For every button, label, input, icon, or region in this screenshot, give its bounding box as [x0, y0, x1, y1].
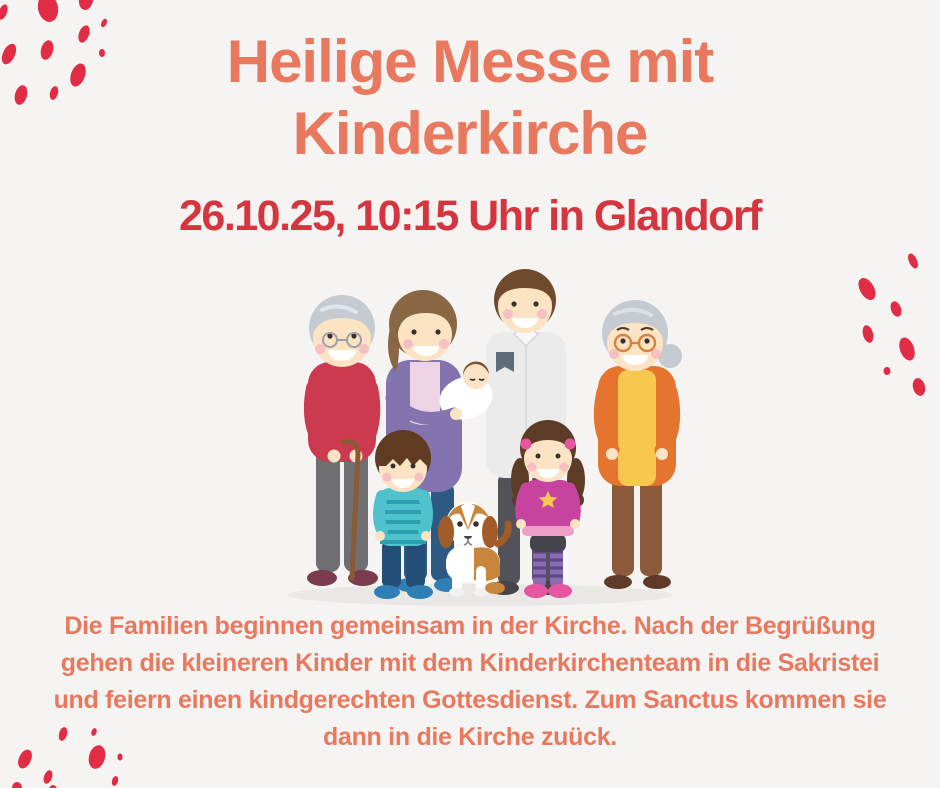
- body-line-3: und feiern einen kindgerechten Gottesdienst. Zum Sanctus kommen sie: [53, 686, 887, 714]
- title-line-2: Kinderkirche: [292, 100, 648, 167]
- page-title: [0, 26, 940, 170]
- grandfather-figure: [307, 295, 378, 586]
- family-illustration: [270, 248, 690, 608]
- decorative-dots-right: [855, 252, 927, 397]
- body-paragraph: [0, 608, 940, 756]
- title-line-1: Heilige Messe mit: [226, 28, 714, 95]
- body-line-4: dann in die Kirche zuück.: [323, 723, 617, 751]
- body-line-1: Die Familien beginnen gemeinsam in der Kirche. Nach der Begrüßung: [64, 612, 876, 640]
- body-line-2: gehen die kleineren Kinder mit dem Kinderkirchenteam in die Sakristei: [60, 649, 880, 677]
- event-date-location: 26.10.25, 10:15 Uhr in Glandorf: [178, 192, 762, 240]
- grandmother-figure: [598, 300, 682, 589]
- boy-figure: [374, 430, 433, 599]
